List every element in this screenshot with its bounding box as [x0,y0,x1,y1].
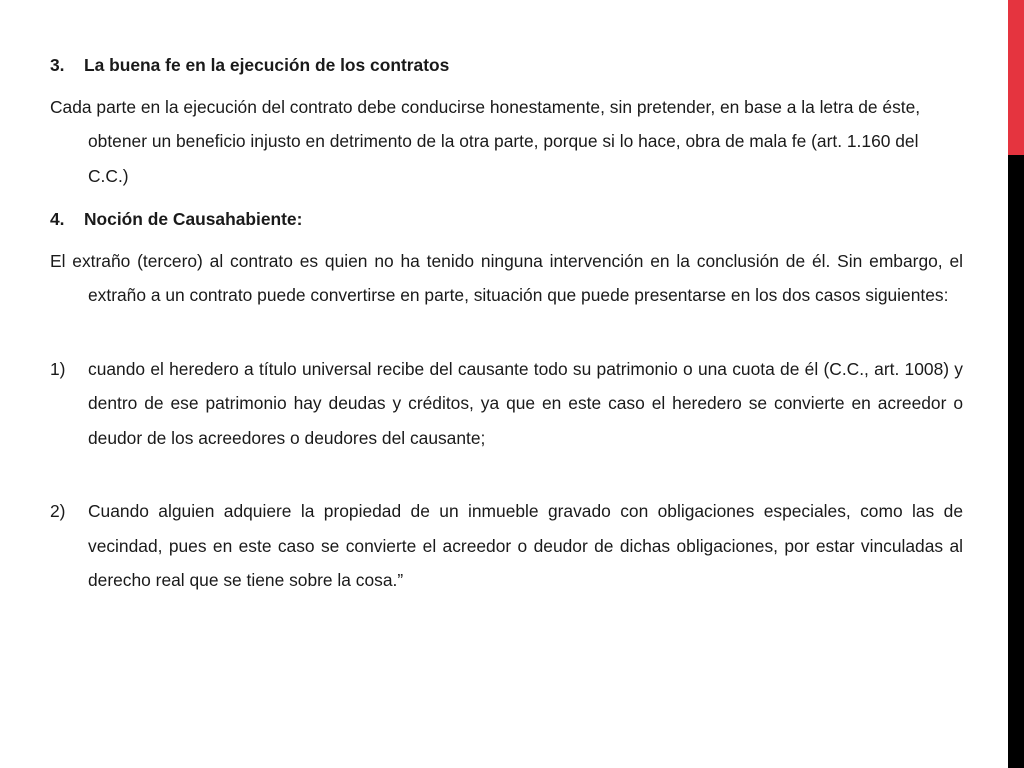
section-4-heading [50,202,963,237]
list-item-number: 1) [50,358,66,379]
section-4-number: 4. [50,209,65,229]
list-item-number: 2) [50,501,66,521]
accent-bar-black [1008,155,1024,768]
section-3-title: La buena fe en la ejecución de los contratos [84,55,450,75]
list-item [50,352,963,456]
section-4-body: El extraño (tercero) al contrato es quien no ha tenido ninguna intervención en la conclusión de él. Sin embargo, el extraño a un contrato puede convertirse en parte, situación que puede presentarse en los dos casos siguientes: [50,250,963,305]
section-3-heading [50,48,963,83]
section-3-number: 3. [50,55,65,75]
slide-content [50,48,963,598]
section-3-body: Cada parte en la ejecución del contrato debe conducirse honestamente, sin pretender, en base a la letra de éste, obtener un beneficio injusto en detrimento de la otra parte, porque si lo hace, obra de mala fe (art. 1.160 del C.C.) [50,96,921,186]
section-4-title: Noción de Causahabiente: [84,209,303,229]
list-item-text: Cuando alguien adquiere la propiedad de un inmueble gravado con obligaciones especiales, como las de vecindad, pues en este caso se convierte el acreedor o deudor de dichas obligaciones, por estar vinculadas al derecho real que se tiene sobre la cosa.” [88,501,963,590]
accent-bar-red [1008,0,1024,155]
list-item [50,494,963,598]
list-item-text: cuando el heredero a título universal recibe del causante todo su patrimonio o una cuota de él (C.C., art. 1008) y dentro de ese patrimonio hay deudas y créditos, ya que en este caso el heredero se convierte en acreedor o deudor de los acreedores o deudores del causante; [88,358,963,448]
